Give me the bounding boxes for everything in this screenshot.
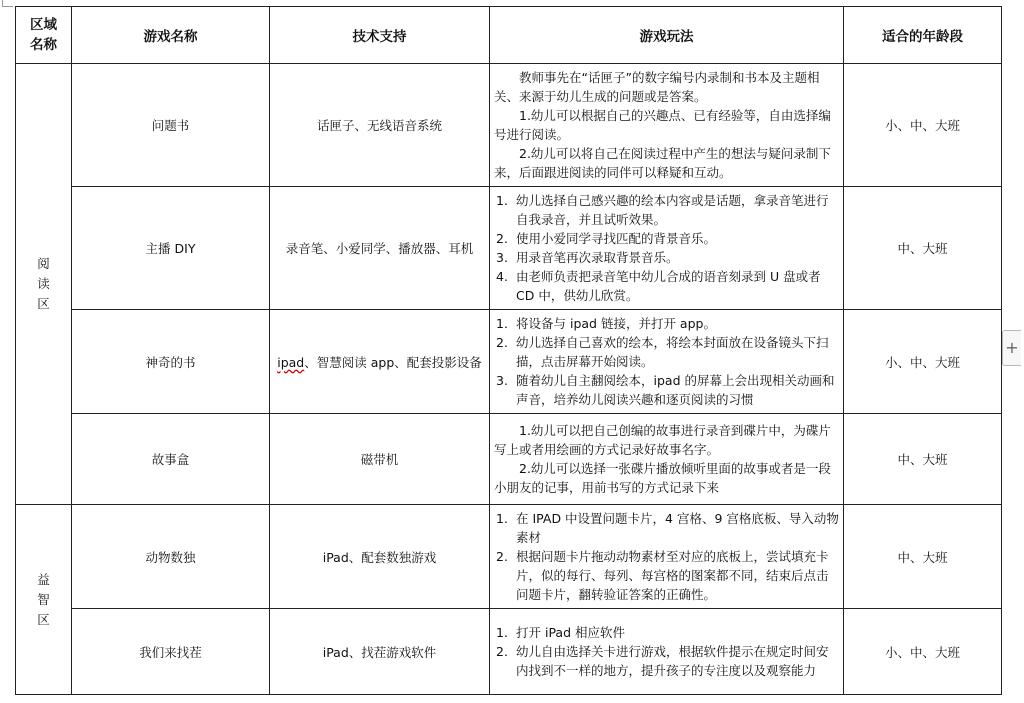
table-row (16, 310, 1002, 414)
age-group: 小、中、大班 (844, 310, 1002, 414)
age-group: 中、大班 (844, 414, 1002, 505)
gameplay-step: 3. 用录音笔再次录取背景音乐。 (496, 250, 679, 265)
header-tech-support: 技术支持 (270, 7, 490, 64)
gameplay-step: 1. 将设备与 ipad 链接，并打开 app。 (496, 316, 716, 331)
table-row (16, 609, 1002, 695)
gameplay-step: 1. 幼儿选择自己感兴趣的绘本内容或是话题，拿录音笔进行自我录音，并且试听效果。 (496, 193, 829, 227)
tech-support: ipad、智慧阅读 app、配套投影设备 (270, 310, 490, 414)
page-corner-mark (2, 0, 13, 7)
header-gameplay: 游戏玩法 (490, 7, 844, 64)
tech-support: 录音笔、小爱同学、播放器、耳机 (270, 187, 490, 310)
spellcheck-word: ipad (277, 354, 305, 370)
age-group: 小、中、大班 (844, 64, 1002, 187)
table-row (16, 414, 1002, 505)
age-group: 中、大班 (844, 187, 1002, 310)
gameplay-paragraph: 1.幼儿可以根据自己的兴趣点、已有经验等，自由选择编号进行阅读。 (494, 108, 831, 142)
gameplay (490, 414, 844, 505)
age-group: 中、大班 (844, 505, 1002, 609)
gameplay-paragraph: 2.幼儿可以将自己在阅读过程中产生的想法与疑问录制下来，后面跟进阅读的同伴可以释疑和互动。 (494, 146, 831, 180)
tech-support: 磁带机 (270, 414, 490, 505)
plus-icon: + (1005, 338, 1019, 357)
region-reading: 阅读区 (16, 64, 72, 505)
tech-support: iPad、配套数独游戏 (270, 505, 490, 609)
game-name: 主播 DIY (72, 187, 270, 310)
header-game-name: 游戏名称 (72, 7, 270, 64)
age-group: 小、中、大班 (844, 609, 1002, 695)
gameplay-step: 2. 幼儿自由选择关卡进行游戏，根据软件提示在规定时间安内找到不一样的地方，提升孩子的专注度以及观察能力 (496, 644, 829, 678)
header-age-group: 适合的年龄段 (844, 7, 1002, 64)
table-header-row (16, 7, 1002, 64)
add-button[interactable] (1002, 330, 1021, 366)
gameplay-step: 3. 随着幼儿自主翻阅绘本，ipad 的屏幕上会出现相关动画和声音，培养幼儿阅读兴趣和逐页阅读的习惯 (496, 373, 835, 407)
gameplay (490, 505, 844, 609)
gameplay-step: 2. 幼儿选择自己喜欢的绘本，将绘本封面放在设备镜头下扫描，点击屏幕开始阅读。 (496, 335, 829, 369)
gameplay-paragraph: 教师事先在“话匣子”的数字编号内录制和书本及主题相关、来源于幼儿生成的问题或是答案。 (494, 70, 820, 104)
game-name: 神奇的书 (72, 310, 270, 414)
gameplay-step: 1. 打开 iPad 相应软件 (496, 625, 625, 640)
gameplay (490, 187, 844, 310)
tech-support: 话匣子、无线语音系统 (270, 64, 490, 187)
game-name: 问题书 (72, 64, 270, 187)
gameplay (490, 64, 844, 187)
gameplay-step: 1. 在 IPAD 中设置问题卡片，4 宫格、9 宫格底板、导入动物素材 (496, 511, 839, 545)
gameplay-step: 2. 根据问题卡片拖动动物素材至对应的底板上，尝试填充卡片，似的每行、每列、每宫格的图案都不同，结束后点击问题卡片，翻转验证答案的正确性。 (496, 549, 829, 602)
game-table (15, 6, 1002, 695)
table-row (16, 505, 1002, 609)
gameplay-paragraph: 1.幼儿可以把自己创编的故事进行录音到碟片中，为碟片写上或者用绘画的方式记录好故事名字。 (494, 423, 831, 457)
game-name: 我们来找茬 (72, 609, 270, 695)
region-puzzle: 益智区 (16, 505, 72, 695)
gameplay-step: 2. 使用小爱同学寻找匹配的背景音乐。 (496, 231, 717, 246)
tech-support: iPad、找茬游戏软件 (270, 609, 490, 695)
game-name: 动物数独 (72, 505, 270, 609)
header-region: 区域名称 (16, 7, 72, 64)
gameplay (490, 609, 844, 695)
gameplay-step: 4. 由老师负责把录音笔中幼儿合成的语音刻录到 U 盘或者 CD 中，供幼儿欣赏。 (496, 269, 821, 303)
game-name: 故事盒 (72, 414, 270, 505)
table-row (16, 64, 1002, 187)
gameplay (490, 310, 844, 414)
gameplay-paragraph: 2.幼儿可以选择一张碟片播放倾听里面的故事或者是一段小朋友的记事，用前书写的方式记录下来 (494, 461, 831, 495)
table-row (16, 187, 1002, 310)
